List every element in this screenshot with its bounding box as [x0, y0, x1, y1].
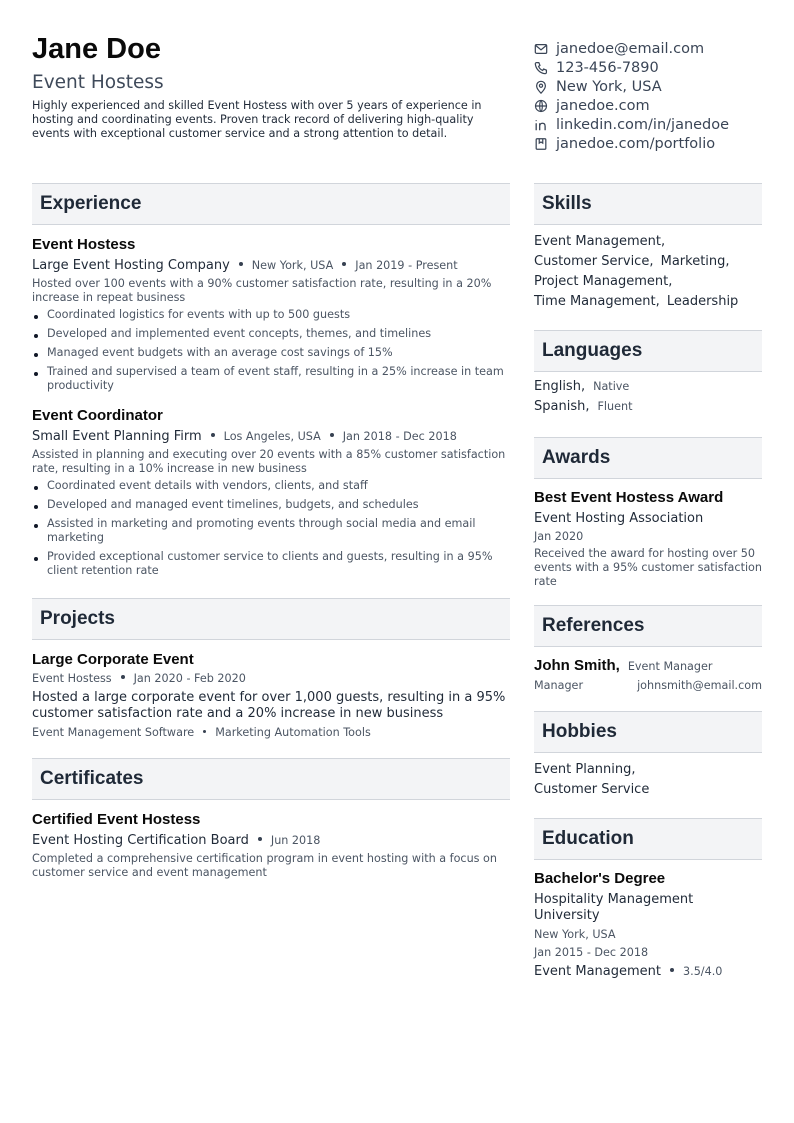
separator-dot — [121, 675, 125, 679]
certificate-description: Completed a comprehensive certification program in event hosting with a focus on customer service and event management — [32, 852, 497, 879]
job-location: New York, USA — [251, 259, 334, 272]
language-level: Native — [593, 380, 630, 393]
separator-dot — [258, 837, 262, 841]
location-pin-icon — [534, 80, 548, 94]
job-bullet: Trained and supervised a team of event staff, resulting in a 25% increase in team productivity — [32, 365, 510, 393]
education-gpa: 3.5/4.0 — [683, 965, 723, 978]
award-item — [534, 489, 762, 589]
project-tools — [32, 726, 510, 739]
project-item — [32, 651, 510, 739]
certificate-item — [32, 811, 510, 880]
candidate-role: Event Hostess — [32, 72, 164, 93]
education-degree: Bachelor's Degree — [534, 870, 666, 887]
contact-linkedin[interactable] — [534, 115, 774, 134]
references-heading: References — [534, 605, 762, 647]
hobbies-list — [534, 760, 762, 800]
job-bullet: Managed event budgets with an average cost savings of 15% — [32, 346, 510, 360]
skill-item: Customer Service, — [534, 254, 654, 269]
separator-dot — [342, 262, 346, 266]
contact-phone[interactable] — [534, 58, 774, 77]
project-title: Large Corporate Event — [32, 651, 194, 668]
job-bullet: Assisted in marketing and promoting events through social media and email marketing — [32, 517, 510, 545]
award-title: Best Event Hostess Award — [534, 489, 724, 506]
skills-heading: Skills — [534, 183, 762, 225]
hobbies-heading: Hobbies — [534, 711, 762, 753]
education-location: New York, USA — [534, 928, 616, 941]
projects-heading: Projects — [32, 598, 510, 640]
contact-email-text: janedoe@email.com — [556, 40, 705, 57]
skill-item: Marketing, — [660, 254, 730, 269]
reference-title: Event Manager — [627, 660, 713, 673]
award-date: Jan 2020 — [534, 530, 584, 543]
job-meta — [32, 258, 510, 273]
project-meta — [32, 672, 510, 685]
candidate-name: Jane Doe — [32, 33, 161, 65]
education-field-row — [534, 964, 762, 979]
job-dates: Jan 2019 - Present — [355, 259, 458, 272]
separator-dot — [670, 968, 674, 972]
job-bullets — [32, 308, 510, 393]
hobby-item: Event Planning, — [534, 762, 636, 777]
job-title: Event Coordinator — [32, 407, 163, 424]
award-description: Received the award for hosting over 50 events with a 95% customer satisfaction rate — [534, 547, 762, 588]
contact-portfolio[interactable] — [534, 134, 774, 153]
award-issuer: Event Hosting Association — [534, 511, 704, 526]
reference-details — [534, 679, 762, 692]
skill-item: Event Management, — [534, 234, 666, 249]
job-bullet: Provided exceptional customer service to clients and guests, resulting in a 95% client retention rate — [32, 550, 510, 578]
email-icon — [534, 42, 548, 56]
language-level: Fluent — [597, 400, 633, 413]
job-bullet: Developed and managed event timelines, budgets, and schedules — [32, 498, 510, 512]
phone-icon — [534, 61, 548, 75]
experience-item — [32, 407, 510, 578]
separator-dot — [239, 262, 243, 266]
job-bullet: Coordinated logistics for events with up to 500 guests — [32, 308, 510, 322]
skills-list — [534, 232, 762, 312]
contact-phone-text: 123-456-7890 — [556, 59, 659, 76]
contact-location-text: New York, USA — [556, 78, 662, 95]
languages-list — [534, 379, 762, 419]
project-dates: Jan 2020 - Feb 2020 — [133, 672, 246, 685]
separator-dot — [203, 730, 206, 733]
language-item — [534, 399, 762, 419]
certificate-meta — [32, 833, 510, 848]
left-column — [32, 183, 510, 880]
reference-header — [534, 657, 762, 674]
portfolio-icon — [534, 137, 548, 151]
experience-item — [32, 236, 510, 393]
awards-heading: Awards — [534, 437, 762, 479]
contact-email[interactable] — [534, 39, 774, 58]
job-bullet: Coordinated event details with vendors, clients, and staff — [32, 479, 510, 493]
job-bullets — [32, 479, 510, 578]
certificates-heading: Certificates — [32, 758, 510, 800]
certificate-issuer: Event Hosting Certification Board — [32, 833, 249, 848]
job-bullet: Developed and implemented event concepts, themes, and timelines — [32, 327, 510, 341]
globe-icon — [534, 99, 548, 113]
language-name: Spanish, — [534, 399, 590, 414]
language-name: English, — [534, 379, 586, 394]
job-company: Large Event Hosting Company — [32, 258, 230, 273]
skill-item: Project Management, — [534, 274, 673, 289]
profile-summary: Highly experienced and skilled Event Hostess with over 5 years of experience in hosting and coordinating events. Proven track record of delivering high-quality events with exceptional customer service and a strong attention to detail. — [32, 99, 482, 140]
contact-linkedin-text: linkedin.com/in/janedoe — [556, 116, 730, 133]
contact-list — [534, 39, 774, 153]
certificate-date: Jun 2018 — [270, 834, 321, 847]
certificate-title: Certified Event Hostess — [32, 811, 201, 828]
education-school: Hospitality Management University — [534, 892, 694, 923]
reference-email[interactable]: johnsmith@email.com — [637, 679, 762, 692]
education-field: Event Management — [534, 964, 662, 979]
skill-item: Leadership — [666, 294, 739, 309]
languages-heading: Languages — [534, 330, 762, 372]
job-location: Los Angeles, USA — [223, 430, 321, 443]
linkedin-icon — [534, 118, 548, 132]
skill-item: Time Management, — [534, 294, 660, 309]
hobby-item: Customer Service — [534, 782, 650, 797]
job-summary: Hosted over 100 events with a 90% customer satisfaction rate, resulting in a 20% increase in repeat business — [32, 277, 492, 304]
job-dates: Jan 2018 - Dec 2018 — [342, 430, 457, 443]
education-heading: Education — [534, 818, 762, 860]
contact-portfolio-text: janedoe.com/portfolio — [556, 135, 716, 152]
separator-dot — [211, 433, 215, 437]
education-dates: Jan 2015 - Dec 2018 — [534, 946, 649, 959]
job-summary: Assisted in planning and executing over 20 events with a 85% customer satisfaction rate, resulting in a 10% increase in new business — [32, 448, 506, 475]
language-item — [534, 379, 762, 399]
experience-heading: Experience — [32, 183, 510, 225]
separator-dot — [330, 433, 334, 437]
right-column — [534, 183, 762, 979]
job-meta — [32, 429, 510, 444]
education-item — [534, 870, 762, 979]
project-tool: Marketing Automation Tools — [215, 726, 371, 739]
reference-name: John Smith, — [534, 657, 620, 674]
job-title: Event Hostess — [32, 236, 136, 253]
job-company: Small Event Planning Firm — [32, 429, 202, 444]
project-tool: Event Management Software — [32, 726, 195, 739]
project-description: Hosted a large corporate event for over 1,000 guests, resulting in a 95% customer satisfaction rate and a 20% increase in new business — [32, 690, 506, 721]
project-role: Event Hostess — [32, 672, 112, 685]
reference-item — [534, 657, 762, 692]
contact-website-text: janedoe.com — [556, 97, 650, 114]
contact-website[interactable] — [534, 96, 774, 115]
reference-title-line2: Manager — [534, 679, 584, 692]
contact-location — [534, 77, 774, 96]
